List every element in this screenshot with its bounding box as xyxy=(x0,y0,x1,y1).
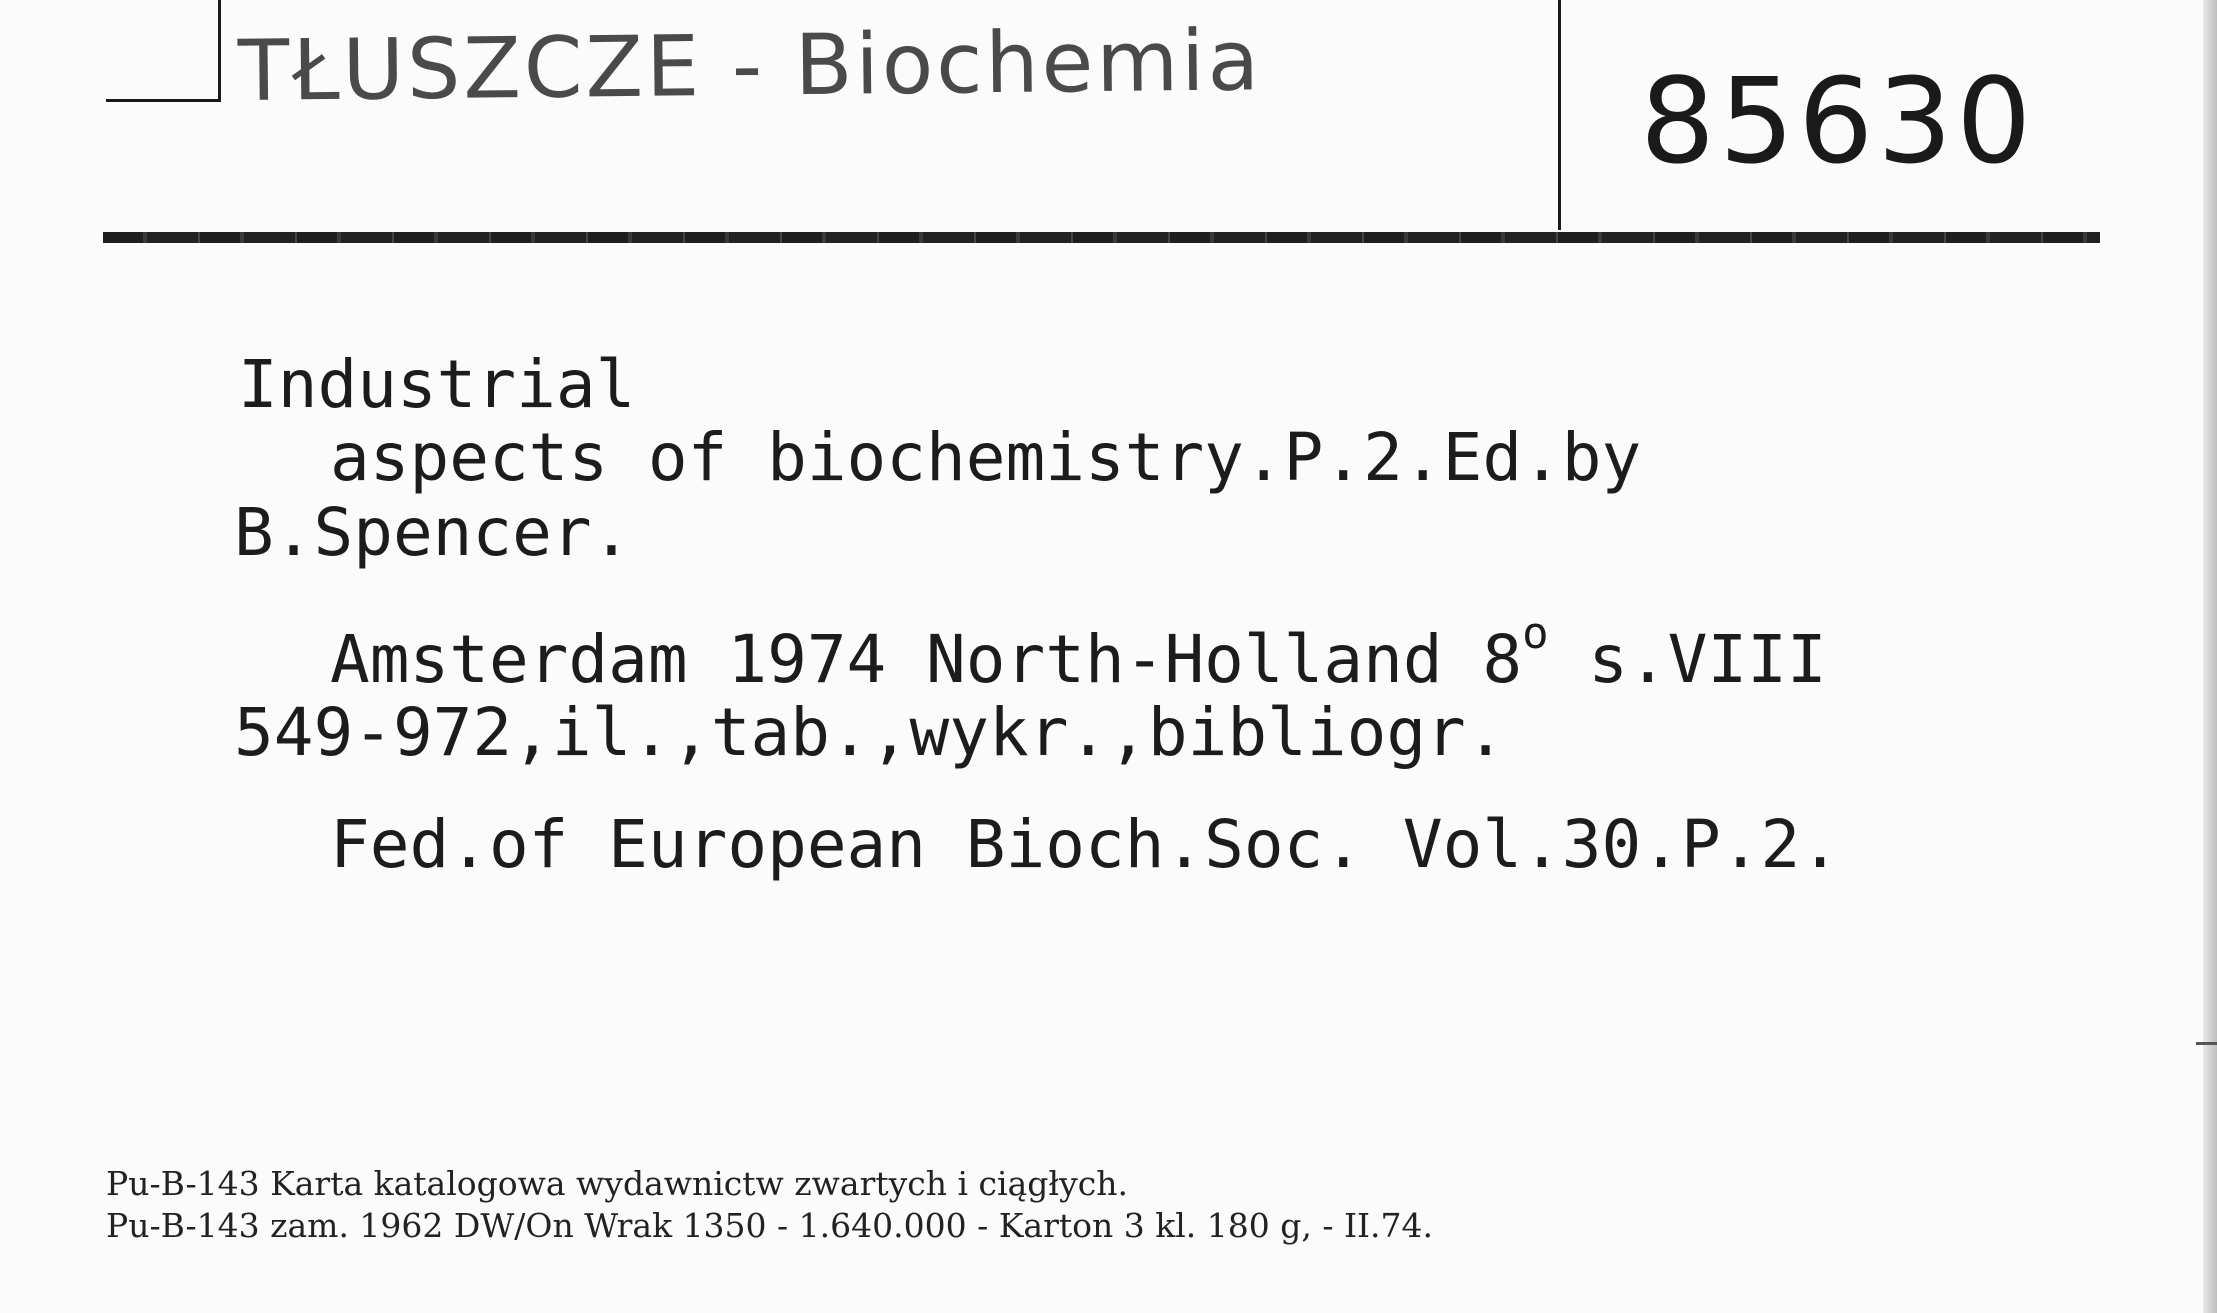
series-line: Fed.of European Bioch.Soc. Vol.30.P.2. xyxy=(330,806,1840,883)
imprint-text: Amsterdam 1974 North-Holland 8 xyxy=(330,621,1523,698)
header-rule xyxy=(103,232,2100,243)
footer-line-1: Pu-B-143 Karta katalogowa wydawnictw zwartych i ciągłych. xyxy=(106,1164,1128,1203)
title-line-1: Industrial xyxy=(238,346,636,423)
header-separator xyxy=(1558,0,1561,230)
subject-heading: TŁUSZCZE - Biochemia xyxy=(237,11,1263,120)
card-edge-mark xyxy=(2196,1042,2217,1045)
title-line-2: aspects of biochemistry.P.2.Ed.by xyxy=(330,419,1642,496)
format-superscript: o xyxy=(1522,608,1549,659)
accession-number: 85630 xyxy=(1640,52,2036,190)
imprint-line-1 xyxy=(330,608,1827,698)
header-left-tick xyxy=(218,0,221,102)
footer-line-2: Pu-B-143 zam. 1962 DW/On Wrak 1350 - 1.640.000 - Karton 3 kl. 180 g, - II.74. xyxy=(106,1206,1434,1245)
header-stub-line xyxy=(106,99,221,102)
imprint-pages: s.VIII xyxy=(1548,621,1827,698)
card-right-edge xyxy=(2203,0,2217,1313)
imprint-line-2: 549-972,il.,tab.,wykr.,bibliogr. xyxy=(234,694,1506,771)
editor-line: B.Spencer. xyxy=(234,494,632,571)
